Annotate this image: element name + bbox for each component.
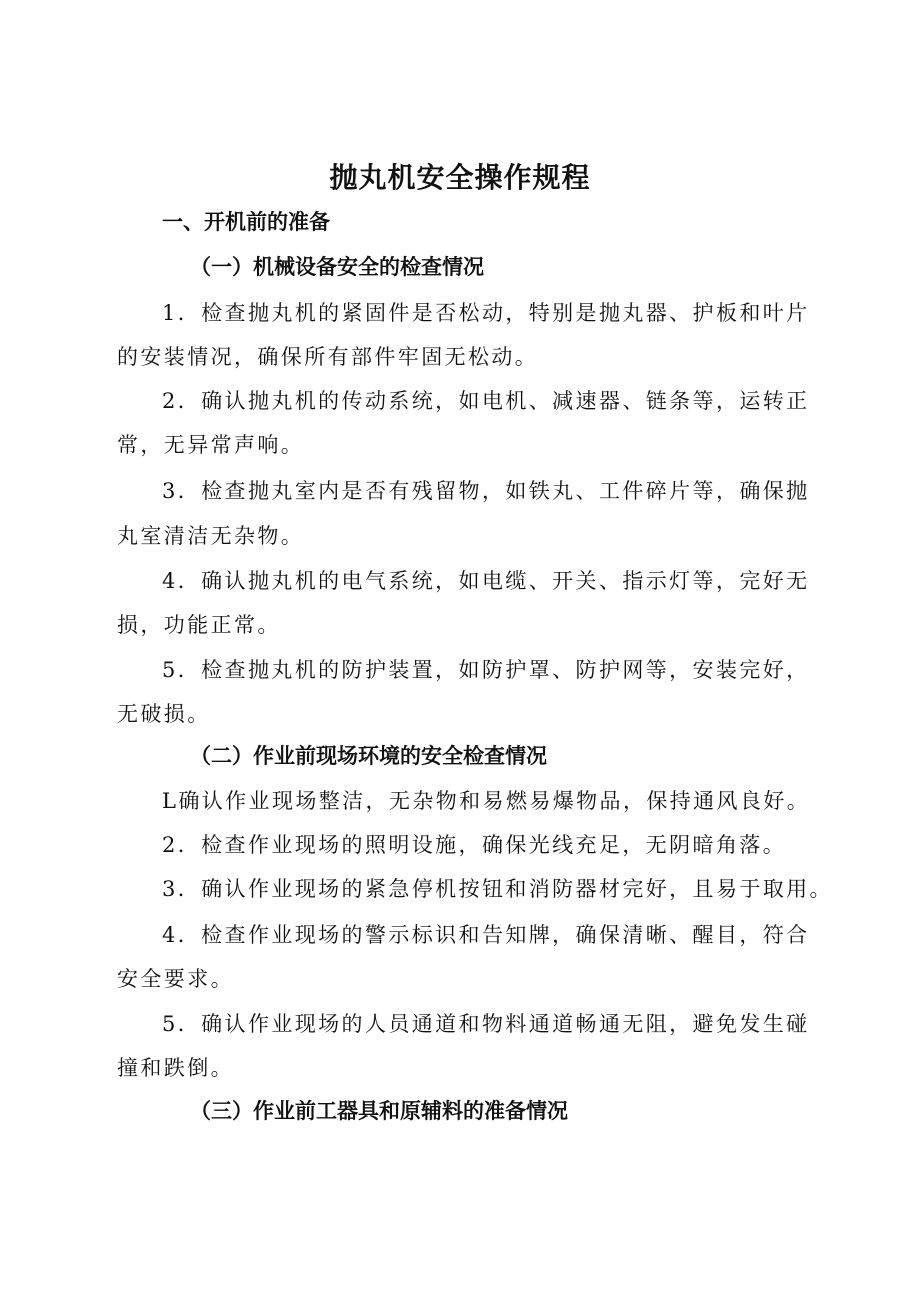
paragraph-line: 无破损。 (117, 702, 211, 726)
paragraph-line: 3．确认作业现场的紧急停机按钮和消防器材完好，且易于取用。 (162, 877, 833, 901)
subsection-heading: （一）机械设备安全的检查情况 (190, 255, 484, 279)
subsection-heading: （二）作业前现场环境的安全检查情况 (190, 744, 547, 768)
paragraph-line: 4．确认抛丸机的电气系统，如电缆、开关、指示灯等，完好无 (162, 569, 810, 593)
paragraph-line: 2．确认抛丸机的传动系统，如电机、减速器、链条等，运转正 (162, 389, 810, 413)
paragraph-line: L确认作业现场整洁，无杂物和易燃易爆物品，保持通风良好。 (162, 789, 811, 813)
paragraph-line: 撞和跌倒。 (117, 1056, 234, 1080)
paragraph-line: 5．检查抛丸机的防护装置，如防护罩、防护网等，安装完好， (162, 658, 810, 682)
document-title: 抛丸机安全操作规程 (329, 161, 591, 194)
paragraph-line: 常，无异常声响。 (117, 433, 305, 457)
paragraph-line: 的安装情况，确保所有部件牢固无松动。 (117, 345, 539, 369)
subsection-heading: （三）作业前工器具和原辅料的准备情况 (190, 1099, 568, 1123)
paragraph-line: 2．检查作业现场的照明设施，确保光线充足，无阴暗角落。 (162, 833, 787, 857)
paragraph-line: 5．确认作业现场的人员通道和物料通道畅通无阻，避免发生碰 (162, 1012, 810, 1036)
paragraph-line: 损，功能正常。 (117, 613, 281, 637)
section-heading: 一、开机前的准备 (162, 210, 330, 234)
paragraph-line: 3．检查抛丸室内是否有残留物，如铁丸、工件碎片等，确保抛 (162, 479, 810, 503)
paragraph-line: 丸室清洁无杂物。 (117, 524, 305, 548)
paragraph-line: 安全要求。 (117, 967, 234, 991)
paragraph-line: 4．检查作业现场的警示标识和告知牌，确保清晰、醒目，符合 (162, 923, 810, 947)
paragraph-line: 1．检查抛丸机的紧固件是否松动，特别是抛丸器、护板和叶片 (162, 301, 810, 325)
